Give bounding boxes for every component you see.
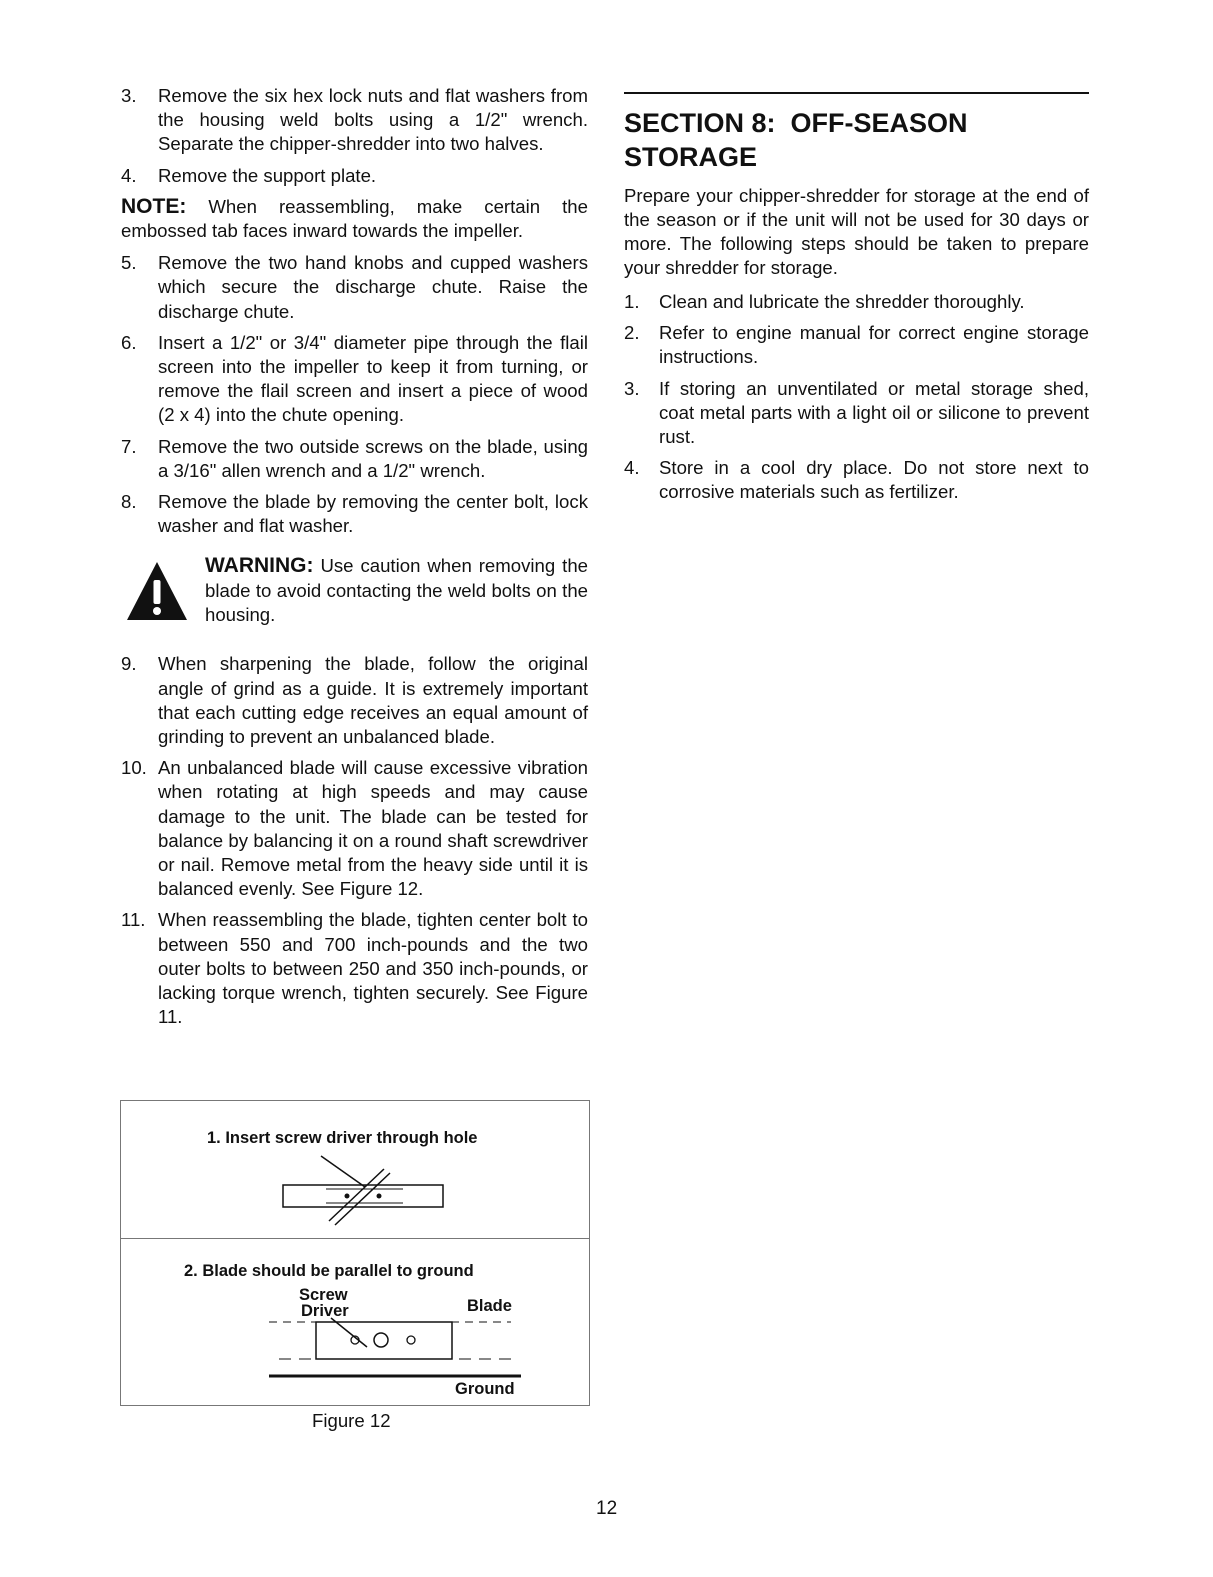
step-text: Remove the two outside screws on the blade, using a 3/16" allen wrench and a 1/2" wrench. <box>158 435 588 481</box>
figure-label-1: 1. Insert screw driver through hole <box>207 1129 478 1147</box>
step-text: Remove the six hex lock nuts and flat washers from the housing weld bolts using a 1/2" wrench. Separate the chipper-shredder into two halves. <box>158 85 588 155</box>
storage-step-4 <box>624 456 1089 504</box>
step-number: 1. <box>624 291 640 312</box>
warning-text: Use caution when removing the blade to avoid contacting the weld bolts on the housing. <box>205 555 588 625</box>
step-11 <box>121 908 588 1029</box>
section-title-line1: SECTION 8: OFF-SEASON <box>624 108 968 138</box>
step-number: 6. <box>121 331 137 353</box>
step-text: When reassembling the blade, tighten center bolt to between 550 and 700 inch-pounds and the two outer bolts to between 250 and 350 inch-pounds, or lacking torque wrench, tighten securely. See Figure 11. <box>158 909 588 1028</box>
driver-label: Driver <box>301 1302 349 1320</box>
step-text: Remove the support plate. <box>158 164 377 186</box>
center-bolt <box>374 1333 388 1347</box>
step-number: 4. <box>121 164 137 186</box>
figure-label-2: 2. Blade should be parallel to ground <box>184 1262 474 1280</box>
bolt-hole <box>345 1194 350 1199</box>
step-text: Insert a 1/2" or 3/4" diameter pipe through the flail screen into the impeller to keep it from turning, or remove the flail screen and insert a piece of wood (2 x 4) into the chute opening. <box>158 331 588 426</box>
warning-block <box>121 554 588 628</box>
step-text: Clean and lubricate the shredder thoroughly. <box>659 291 1025 312</box>
page-number: 12 <box>596 1498 618 1519</box>
storage-step-1 <box>624 290 1089 314</box>
step-text: Remove the blade by removing the center bolt, lock washer and flat washer. <box>158 491 588 537</box>
step-text: Store in a cool dry place. Do not store next to corrosive materials such as fertilizer. <box>659 457 1089 503</box>
right-column <box>624 92 1089 512</box>
step-4 <box>121 164 588 188</box>
step-9 <box>121 652 588 749</box>
step-text: An unbalanced blade will cause excessive vibration when rotating at high speeds and may cause damage to the unit. The blade can be tested for balance by balancing it on a round shaft screwdriver or nail. Remove metal from the heavy side until it is balanced evenly. See Figure 12. <box>158 757 588 900</box>
step-number: 2. <box>624 322 640 344</box>
step-3 <box>121 84 588 157</box>
step-number: 10. <box>121 757 147 779</box>
section-title-line2: STORAGE <box>624 142 758 172</box>
bolt-hole <box>377 1194 382 1199</box>
step-6 <box>121 331 588 428</box>
section-title <box>624 106 1089 174</box>
note-text: When reassembling, make certain the embossed tab faces inward towards the impeller. <box>121 195 588 242</box>
step-number: 3. <box>624 377 640 399</box>
step-8 <box>121 490 588 538</box>
warning-triangle-icon <box>125 560 189 624</box>
step-number: 8. <box>121 491 137 513</box>
section-rule <box>624 92 1089 94</box>
step-number: 9. <box>121 653 137 675</box>
blade-side-view <box>316 1322 452 1359</box>
step-text: If storing an unventilated or metal storage shed, coat metal parts with a light oil or silicone to prevent rust. <box>659 377 1089 448</box>
step-text: Remove the two hand knobs and cupped washers which secure the discharge chute. Raise the discharge chute. <box>158 252 588 322</box>
section-intro: Prepare your chipper-shredder for storage at the end of the season or if the unit will not be used for 30 days or more. The following steps should be taken to prepare your shredder for storage. <box>624 185 1089 278</box>
storage-step-3 <box>624 377 1089 450</box>
note-label: NOTE: <box>121 194 187 218</box>
step-text: Refer to engine manual for correct engine storage instructions. <box>659 322 1089 368</box>
step-number: 4. <box>624 457 640 479</box>
step-10 <box>121 756 588 901</box>
step-number: 7. <box>121 435 137 457</box>
pointer-line <box>321 1156 365 1187</box>
warning-label: WARNING: <box>205 554 314 578</box>
step-text: When sharpening the blade, follow the original angle of grind as a guide. It is extremely important that each cutting edge receives an equal amount of grinding to prevent an unbalanced blade. <box>158 653 588 748</box>
step-number: 5. <box>121 252 137 274</box>
figure-12-box <box>120 1100 590 1406</box>
step-7 <box>121 435 588 483</box>
note <box>121 195 588 243</box>
ground-label: Ground <box>455 1380 515 1398</box>
step-number: 3. <box>121 85 137 106</box>
bolt-hole <box>407 1336 415 1344</box>
step-5 <box>121 251 588 324</box>
blade-balance-diagram <box>121 1101 589 1405</box>
blade-label: Blade <box>467 1297 512 1315</box>
storage-step-2 <box>624 321 1089 369</box>
step-number: 11. <box>121 909 146 931</box>
screw-label: Screw <box>299 1286 348 1304</box>
figure-caption: Figure 12 <box>312 1410 391 1431</box>
left-column <box>121 84 588 1037</box>
